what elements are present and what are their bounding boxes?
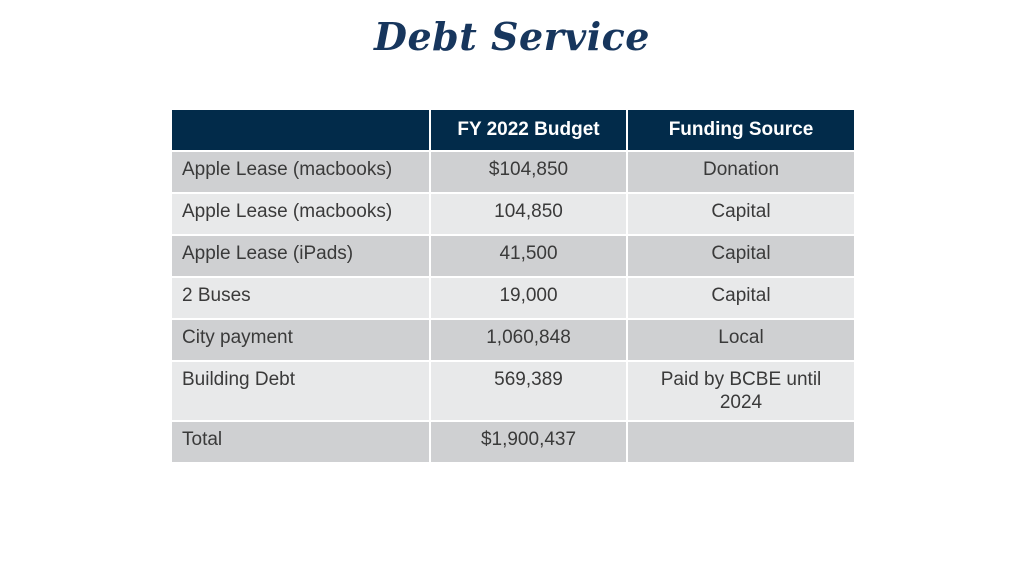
funding-source-cell: Paid by BCBE until 2024 [627,361,855,421]
item-cell: City payment [171,319,430,361]
column-header-item [171,109,430,151]
column-header-budget: FY 2022 Budget [430,109,627,151]
item-cell: Apple Lease (macbooks) [171,193,430,235]
budget-cell: 41,500 [430,235,627,277]
page-title: Debt Service [374,14,650,59]
table-row [171,277,855,319]
funding-source-cell: Capital [627,277,855,319]
table-row [171,361,855,421]
table-row [171,319,855,361]
column-header-funding-source: Funding Source [627,109,855,151]
total-row [171,421,855,463]
funding-source-cell: Donation [627,151,855,193]
budget-cell: 569,389 [430,361,627,421]
budget-cell: 104,850 [430,193,627,235]
budget-cell: 19,000 [430,277,627,319]
table-row [171,193,855,235]
item-cell: 2 Buses [171,277,430,319]
total-label-cell: Total [171,421,430,463]
funding-source-cell: Local [627,319,855,361]
table-row [171,151,855,193]
funding-source-cell: Capital [627,235,855,277]
budget-cell: 1,060,848 [430,319,627,361]
total-funding-source-cell [627,421,855,463]
item-cell: Apple Lease (iPads) [171,235,430,277]
debt-service-table [170,108,856,464]
funding-source-cell: Capital [627,193,855,235]
table-header-row [171,109,855,151]
budget-cell: $104,850 [430,151,627,193]
total-budget-cell: $1,900,437 [430,421,627,463]
item-cell: Building Debt [171,361,430,421]
item-cell: Apple Lease (macbooks) [171,151,430,193]
table-row [171,235,855,277]
